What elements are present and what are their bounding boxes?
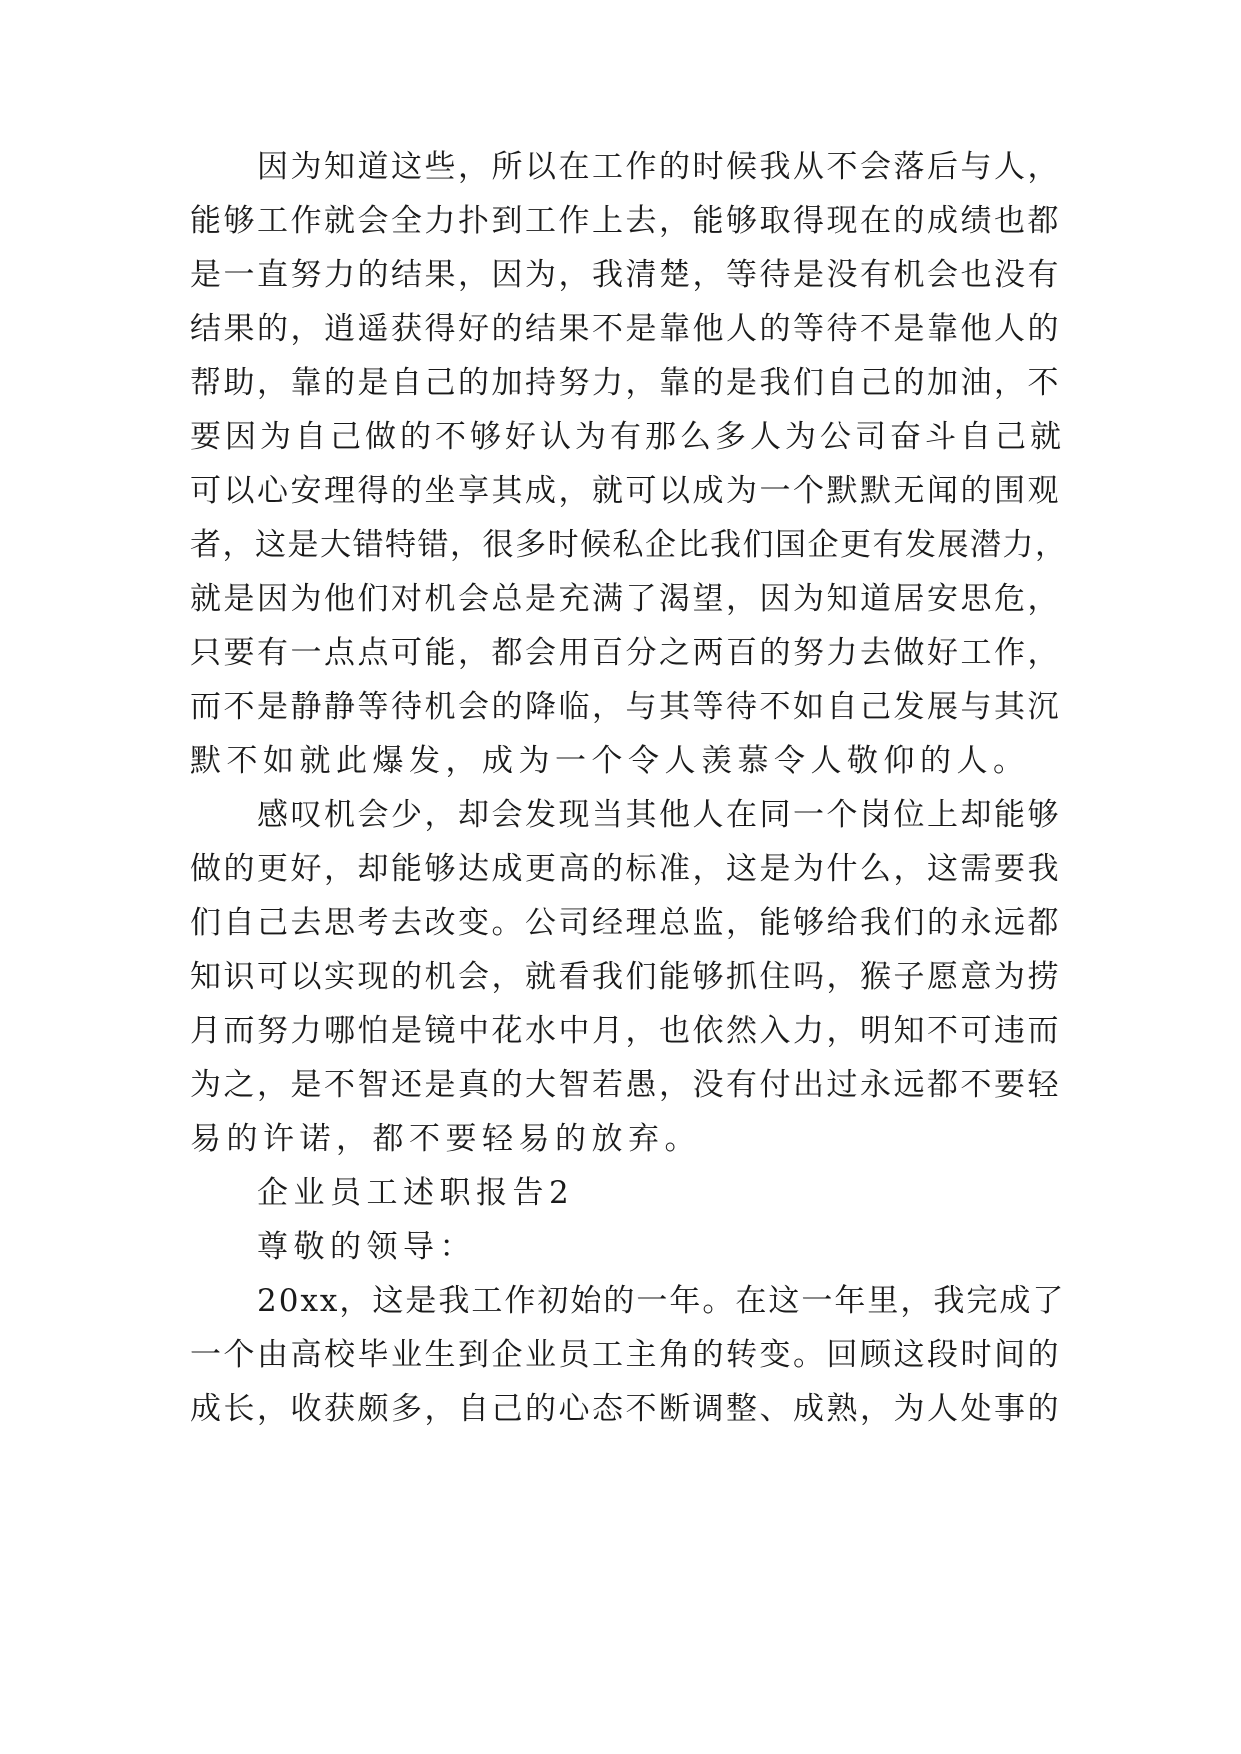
paragraph-1-line-9: 就是因为他们对机会总是充满了渴望，因为知道居安思危， <box>190 581 1061 617</box>
paragraph-1-line-7: 可以心安理得的坐享其成，就可以成为一个默默无闻的围观 <box>190 473 1061 509</box>
paragraph-1-line-6: 要因为自己做的不够好认为有那么多人为公司奋斗自己就 <box>190 419 1065 455</box>
paragraph-2-line-3: 们自己去思考去改变。公司经理总监，能够给我们的永远都 <box>190 905 1061 941</box>
paragraph-1-line-5: 帮助，靠的是自己的加持努力，靠的是我们自己的加油，不 <box>190 365 1061 401</box>
paragraph-1-line-2: 能够工作就会全力扑到工作上去，能够取得现在的成绩也都 <box>190 203 1061 239</box>
paragraph-3-line-1: 20xx，这是我工作初始的一年。在这一年里，我完成了 <box>257 1283 1066 1319</box>
paragraph-2-line-4: 知识可以实现的机会，就看我们能够抓住吗，猴子愿意为捞 <box>190 959 1061 995</box>
paragraph-1-line-12: 默不如就此爆发，成为一个令人羡慕令人敬仰的人。 <box>190 743 1030 779</box>
salutation: 尊敬的领导： <box>257 1229 476 1265</box>
paragraph-3-line-2: 一个由高校毕业生到企业员工主角的转变。回顾这段时间的 <box>190 1337 1061 1373</box>
paragraph-2-line-6: 为之，是不智还是真的大智若愚，没有付出过永远都不要轻 <box>190 1067 1061 1103</box>
paragraph-1-line-1: 因为知道这些，所以在工作的时候我从不会落后与人， <box>257 149 1061 185</box>
paragraph-1-line-4: 结果的，逍遥获得好的结果不是靠他人的等待不是靠他人的 <box>190 311 1061 347</box>
paragraph-3-line-3: 成长，收获颇多，自己的心态不断调整、成熟，为人处事的 <box>190 1391 1061 1427</box>
paragraph-1-line-11: 而不是静静等待机会的降临，与其等待不如自己发展与其沉 <box>190 689 1061 725</box>
paragraph-2-line-7: 易的许诺，都不要轻易的放弃。 <box>190 1121 701 1157</box>
paragraph-1-line-8: 者，这是大错特错，很多时候私企比我们国企更有发展潜力， <box>190 527 1068 563</box>
paragraph-1-line-3: 是一直努力的结果，因为，我清楚，等待是没有机会也没有 <box>190 257 1061 293</box>
section-title: 企业员工述职报告2 <box>257 1175 575 1211</box>
paragraph-2-line-5: 月而努力哪怕是镜中花水中月，也依然入力，明知不可违而 <box>190 1013 1061 1049</box>
paragraph-2-line-1: 感叹机会少，却会发现当其他人在同一个岗位上却能够 <box>257 797 1061 833</box>
paragraph-1-line-10: 只要有一点点可能，都会用百分之两百的努力去做好工作， <box>190 635 1061 671</box>
paragraph-2-line-2: 做的更好，却能够达成更高的标准，这是为什么，这需要我 <box>190 851 1061 887</box>
